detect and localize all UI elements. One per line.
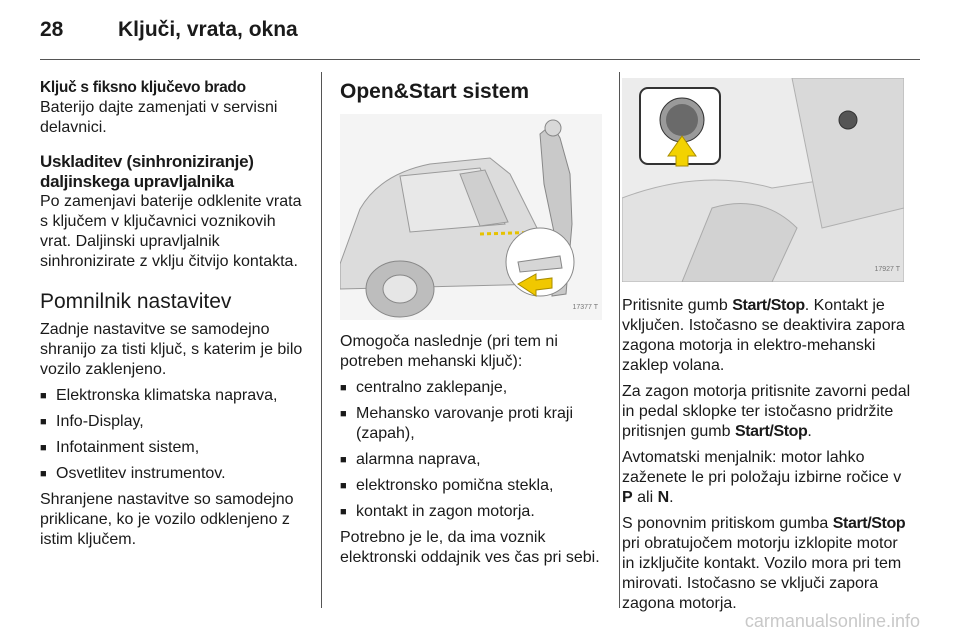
list-item: ■ Mehansko varovanje proti kraji (zapah), [340,404,610,444]
list-item: ■ Info-Display, [40,412,310,432]
list-item: ■ Infotainment sistem, [40,438,310,458]
open-start-list [340,378,610,522]
figure-code: 17927 T [874,266,900,273]
list-item: ■ elektronsko pomična stekla, [340,476,610,496]
column-divider-2 [619,72,620,608]
open-start-intro: Omogoča naslednje (pri tem ni potreben mehanski ključ): [340,333,558,370]
column-divider-1 [321,72,322,608]
list-item: ■ Elektronska klimatska naprava, [40,386,310,406]
car-door-illustration [340,114,602,320]
list-item: ■ Osvetlitev instrumentov. [40,464,310,484]
dashboard-drawing [622,78,904,282]
column-2 [340,80,610,568]
start-stop-paragraph-3: Avtomatski menjalnik: motor lahko zaženete le pri položaju izbirne ročice v P ali N. [622,449,902,506]
list-item: ■ centralno zaklepanje, [340,378,610,398]
watermark: carmanualsonline.info [744,611,920,631]
memory-heading: Pomnilnik nastavitev [40,290,232,313]
list-item: ■ alarmna naprava, [340,450,610,470]
open-start-footer: Potrebno je le, da ima voznik elektronski oddajnik ves čas pri sebi. [340,529,600,566]
start-stop-paragraph-4: S ponovnim pritiskom gumba Start/Stop pri obratujočem motorju izklopite motor in izključite kontakt. Vozilo mora pri tem mirovati. Istočasno se vključi zapora zagona motorja. [622,515,906,612]
fixed-key-heading: Ključ s fiksno ključevo brado [40,79,246,96]
list-item: ■ kontakt in zagon motorja. [340,502,610,522]
sync-heading: Uskladitev (sinhroniziranje) daljinskega upravljalnika [40,152,254,191]
open-start-heading: Open&Start sistem [340,80,530,103]
sync-text: Po zamenjavi baterije odklenite vrata s ključem v ključavnici voznikovih vrat. Daljinski upravljalnik sinhronizirate z vklju čitvijo kontakta. [40,193,302,270]
memory-footer: Shranjene nastavitve so samodejno priklicane, ko je vozilo odklenjeno z istim ključem. [40,491,294,548]
page-header [40,18,920,60]
start-stop-illustration [622,78,904,282]
header-divider [40,59,920,60]
column-1 [40,78,310,550]
car-door-drawing [340,114,602,320]
page-title: Ključi, vrata, okna [118,18,298,41]
figure-code: 17377 T [572,304,598,311]
start-stop-paragraph-1: Pritisnite gumb Start/Stop. Kontakt je vključen. Istočasno se deaktivira zapora zagona motorja in elektro-mehanski zaklep volana. [622,297,905,374]
start-stop-paragraph-2: Za zagon motorja pritisnite zavorni pedal in pedal sklopke ter istočasno pridržite pritisnjen gumb Start/Stop. [622,383,911,440]
memory-list [40,386,310,484]
page-number: 28 [40,18,64,41]
memory-text: Zadnje nastavitve se samodejno shranijo za tisti ključ, s katerim je bilo vozilo zaklenjeno. [40,321,303,378]
column-3 [622,78,912,614]
fixed-key-text: Baterijo dajte zamenjati v servisni delavnici. [40,99,278,136]
